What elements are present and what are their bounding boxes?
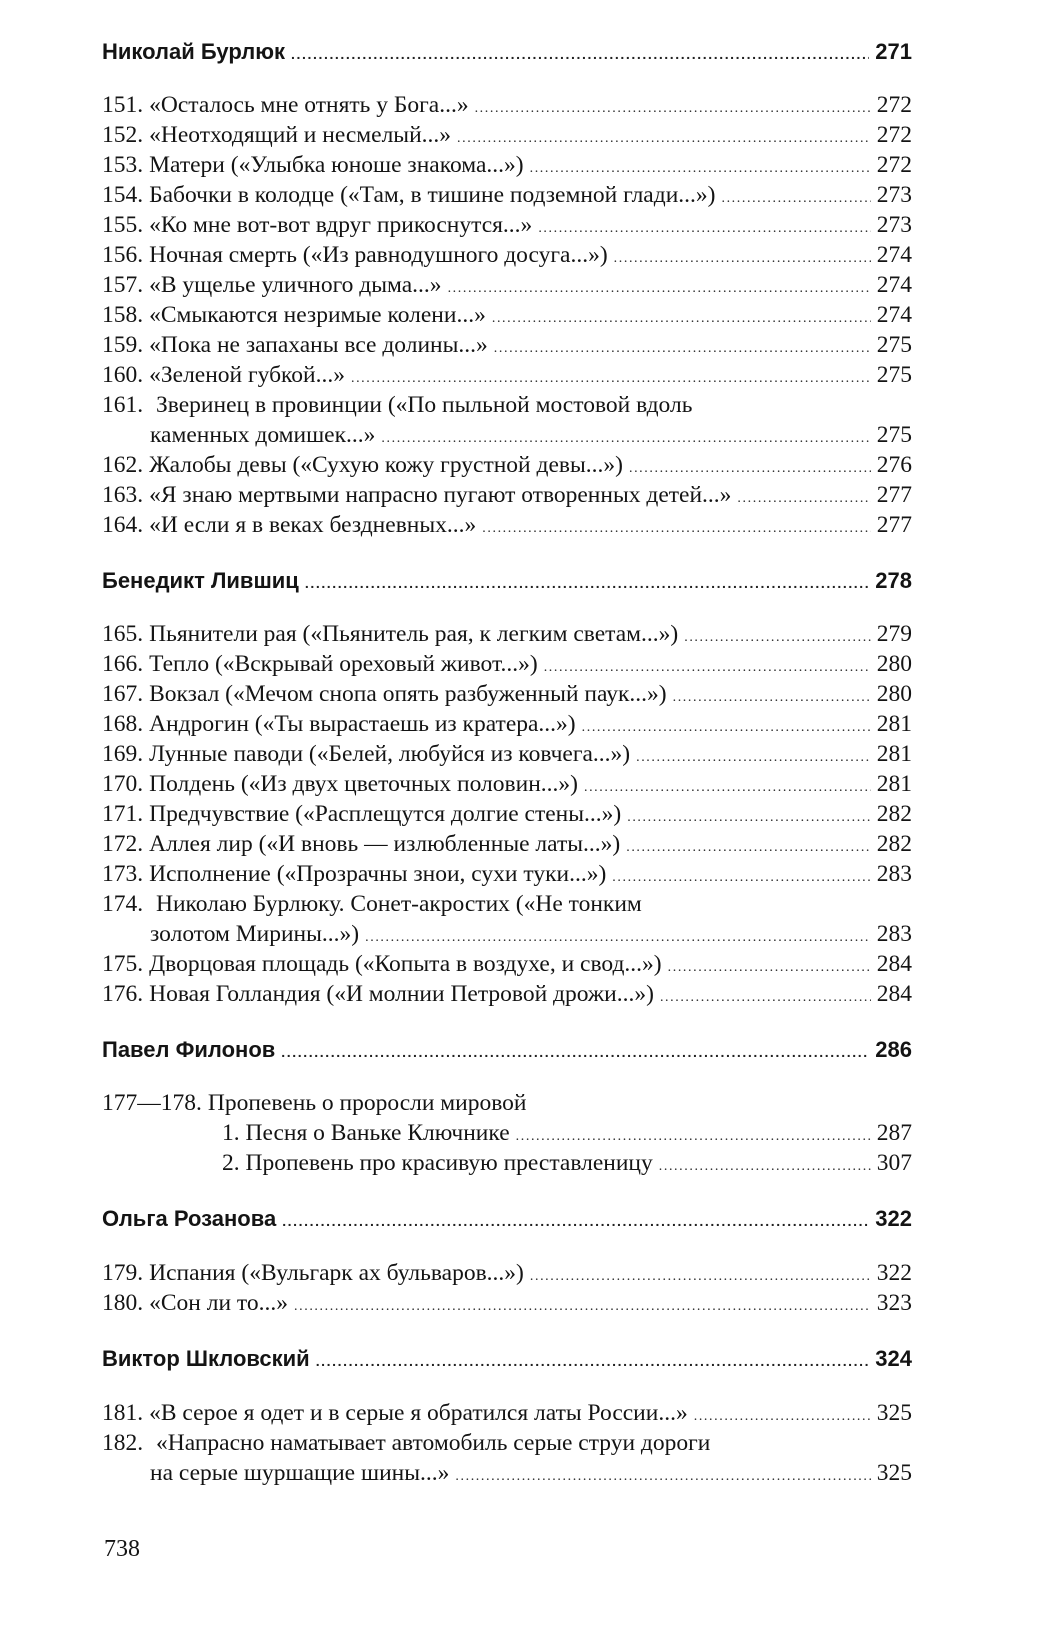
dot-leader xyxy=(482,513,870,544)
entry-number: 182. xyxy=(102,1430,144,1456)
toc-entry xyxy=(102,1088,912,1119)
toc-entry xyxy=(150,919,912,950)
toc-entry xyxy=(102,300,912,331)
entry-title: Испания («Вульгарк ах бульваров...») xyxy=(149,1260,524,1286)
toc-entry xyxy=(102,829,912,860)
entry-number: 159. xyxy=(102,332,144,358)
toc-section-heading xyxy=(102,1343,912,1374)
toc-entry xyxy=(102,1288,912,1319)
entry-number: 158. xyxy=(102,302,144,328)
toc-entry xyxy=(102,709,912,740)
entry-title: Лунные паводи («Белей, любуйся из ковчега...») xyxy=(149,741,631,767)
entry-number: 154. xyxy=(102,182,144,208)
page-number: 738 xyxy=(104,1536,140,1562)
toc-entry xyxy=(102,510,912,541)
page-ref: 282 xyxy=(876,831,912,857)
toc-entry xyxy=(102,649,912,680)
toc-entry xyxy=(102,619,912,650)
entry-title: Пьянители рая («Пьянитель рая, к легким светам...») xyxy=(149,621,679,647)
entry-title: золотом Мирины...») xyxy=(150,921,360,947)
toc-entry xyxy=(102,180,912,211)
page-ref: 281 xyxy=(876,711,912,737)
entry-title: Пропевень о проросли мировой xyxy=(207,1090,527,1116)
page-ref: 272 xyxy=(876,92,912,118)
page-ref: 281 xyxy=(876,741,912,767)
toc-entry xyxy=(102,240,912,271)
entry-number: 176. xyxy=(102,981,144,1007)
entry-title: «В ущелье уличного дыма...» xyxy=(149,272,442,298)
page-ref: 274 xyxy=(876,272,912,298)
entry-number: 177—178. xyxy=(102,1090,202,1116)
page-ref: 275 xyxy=(876,362,912,388)
entry-number: 166. xyxy=(102,651,144,677)
author-name: Павел Филонов xyxy=(102,1037,276,1062)
entry-number: 168. xyxy=(102,711,144,737)
entry-title: «Зеленой губкой...» xyxy=(149,362,345,388)
entry-title: Зверинец в провинции («По пыльной мостовой вдоль xyxy=(156,392,693,418)
toc-section-heading xyxy=(102,36,912,67)
page-ref: 275 xyxy=(876,332,912,358)
entry-title: «Смыкаются незримые колени...» xyxy=(149,302,486,328)
entry-number: 155. xyxy=(102,212,144,238)
toc-entry xyxy=(150,1458,912,1489)
entry-number: 162. xyxy=(102,452,144,478)
entry-number: 179. xyxy=(102,1260,144,1286)
page-ref: 324 xyxy=(875,1346,912,1371)
entry-number: 153. xyxy=(102,152,144,178)
entry-title: Жалобы девы («Сухую кожу грустной девы...») xyxy=(149,452,623,478)
page-ref: 274 xyxy=(876,302,912,328)
toc-entry xyxy=(102,889,912,920)
page-ref: 281 xyxy=(876,771,912,797)
page-ref: 322 xyxy=(876,1260,912,1286)
page-ref: 274 xyxy=(876,242,912,268)
toc-entry xyxy=(102,360,912,391)
entry-number: 170. xyxy=(102,771,144,797)
page-ref: 323 xyxy=(876,1290,912,1316)
page-ref: 307 xyxy=(876,1150,912,1176)
author-name: Бенедикт Лившиц xyxy=(102,568,299,593)
dot-leader xyxy=(455,1461,870,1492)
entry-title: «В серое я одет и в серые я обратился латы России...» xyxy=(149,1400,688,1426)
page-ref: 284 xyxy=(876,981,912,1007)
toc-entry xyxy=(102,150,912,181)
toc-entry xyxy=(102,1398,912,1429)
toc-entry xyxy=(102,270,912,301)
page-ref: 284 xyxy=(876,951,912,977)
page-ref: 278 xyxy=(875,568,912,593)
dot-leader xyxy=(305,568,869,599)
toc-entry xyxy=(102,390,912,421)
toc-entry xyxy=(102,679,912,710)
entry-title: «Пока не запаханы все долины...» xyxy=(149,332,488,358)
entry-number: 167. xyxy=(102,681,144,707)
entry-number: 160. xyxy=(102,362,144,388)
page-ref: 283 xyxy=(876,921,912,947)
entry-number: 157. xyxy=(102,272,144,298)
dot-leader xyxy=(281,1037,869,1068)
entry-title: «И если я в веках бездневных...» xyxy=(149,512,477,538)
author-name: Ольга Розанова xyxy=(102,1206,277,1231)
entry-number: 175. xyxy=(102,951,144,977)
entry-number: 151. xyxy=(102,92,144,118)
entry-title: «Я знаю мертвыми напрасно пугают отворенных детей...» xyxy=(149,482,732,508)
toc-entry xyxy=(102,120,912,151)
page-ref: 272 xyxy=(876,122,912,148)
entry-number: 174. xyxy=(102,891,144,917)
entry-title: «Осталось мне отнять у Бога...» xyxy=(149,92,469,118)
page-ref: 279 xyxy=(876,621,912,647)
entry-number: 163. xyxy=(102,482,144,508)
toc-entry xyxy=(102,90,912,121)
entry-number: 152. xyxy=(102,122,144,148)
dot-leader xyxy=(282,1206,869,1237)
entry-title: Матери («Улыбка юноше знакома...») xyxy=(149,152,524,178)
page-ref: 287 xyxy=(876,1120,912,1146)
page-ref: 271 xyxy=(875,39,912,64)
entry-number: 169. xyxy=(102,741,144,767)
entry-title: 1. Песня о Ваньке Ключнике xyxy=(222,1120,510,1146)
page-ref: 277 xyxy=(876,482,912,508)
entry-title: «Ко мне вот-вот вдруг прикоснутся...» xyxy=(149,212,533,238)
page-ref: 272 xyxy=(876,152,912,178)
entry-title: Тепло («Вскрывай ореховый живот...») xyxy=(149,651,538,677)
page-ref: 325 xyxy=(876,1460,912,1486)
dot-leader xyxy=(291,39,869,70)
toc-entry xyxy=(150,420,912,451)
author-name: Виктор Шкловский xyxy=(102,1346,310,1371)
entry-title: Новая Голландия («И молнии Петровой дрожи...») xyxy=(149,981,654,1007)
entry-title: «Неотходящий и несмелый...» xyxy=(149,122,452,148)
dot-leader xyxy=(316,1346,870,1377)
entry-number: 164. xyxy=(102,512,144,538)
author-name: Николай Бурлюк xyxy=(102,39,286,64)
entry-title: каменных домишек...» xyxy=(150,422,376,448)
entry-title: 2. Пропевень про красивую преставленицу xyxy=(222,1150,653,1176)
entry-number: 161. xyxy=(102,392,144,418)
entry-title: Бабочки в колодце («Там, в тишине подземной глади...») xyxy=(149,182,716,208)
page-ref: 276 xyxy=(876,452,912,478)
page-ref: 280 xyxy=(876,681,912,707)
toc-entry xyxy=(102,450,912,481)
page-ref: 322 xyxy=(875,1206,912,1231)
page-ref: 325 xyxy=(876,1400,912,1426)
entry-title: Николаю Бурлюку. Сонет-акростих («Не тонким xyxy=(156,891,642,917)
page-ref: 277 xyxy=(876,512,912,538)
entry-title: Дворцовая площадь («Копыта в воздухе, и свод...») xyxy=(149,951,662,977)
toc-entry xyxy=(102,210,912,241)
entry-number: 173. xyxy=(102,861,144,887)
entry-title: Аллея лир («И вновь — излюбленные латы...») xyxy=(149,831,621,857)
entry-title: на серые шуршащие шины...» xyxy=(150,1460,450,1486)
toc-section-heading xyxy=(102,1034,912,1065)
page-ref: 273 xyxy=(876,212,912,238)
entry-number: 156. xyxy=(102,242,144,268)
entry-title: Андрогин («Ты вырастаешь из кратера...») xyxy=(149,711,576,737)
entry-title: «Напрасно наматывает автомобиль серые струи дороги xyxy=(156,1430,711,1456)
toc-section-heading xyxy=(102,1203,912,1234)
dot-leader xyxy=(660,982,871,1013)
page-ref: 286 xyxy=(875,1037,912,1062)
toc-section-heading xyxy=(102,565,912,596)
page-ref: 275 xyxy=(876,422,912,448)
dot-leader xyxy=(294,1291,871,1322)
entry-number: 171. xyxy=(102,801,144,827)
entry-number: 172. xyxy=(102,831,144,857)
toc-entry xyxy=(102,799,912,830)
toc-entry xyxy=(102,1258,912,1289)
toc-entry xyxy=(102,769,912,800)
page-ref: 283 xyxy=(876,861,912,887)
entry-title: Исполнение («Прозрачны знои, сухи туки...») xyxy=(149,861,607,887)
toc-entry xyxy=(102,859,912,890)
page-ref: 280 xyxy=(876,651,912,677)
entry-number: 165. xyxy=(102,621,144,647)
dot-leader xyxy=(659,1151,871,1182)
toc-entry xyxy=(222,1118,912,1149)
toc-entry xyxy=(102,949,912,980)
toc-entry xyxy=(102,979,912,1010)
toc-entry xyxy=(222,1148,912,1179)
toc-entry xyxy=(102,330,912,361)
entry-title: Предчувствие («Расплещутся долгие стены...») xyxy=(149,801,622,827)
toc-entry xyxy=(102,480,912,511)
toc-entry xyxy=(102,1428,912,1459)
page-ref: 282 xyxy=(876,801,912,827)
page-ref: 273 xyxy=(876,182,912,208)
toc-entry xyxy=(102,739,912,770)
entry-title: Полдень («Из двух цветочных половин...») xyxy=(149,771,578,797)
entry-title: «Сон ли то...» xyxy=(149,1290,289,1316)
entry-title: Ночная смерть («Из равнодушного досуга...») xyxy=(149,242,608,268)
entry-number: 181. xyxy=(102,1400,144,1426)
entry-number: 180. xyxy=(102,1290,144,1316)
entry-title: Вокзал («Мечом снопа опять разбуженный паук...») xyxy=(149,681,667,707)
